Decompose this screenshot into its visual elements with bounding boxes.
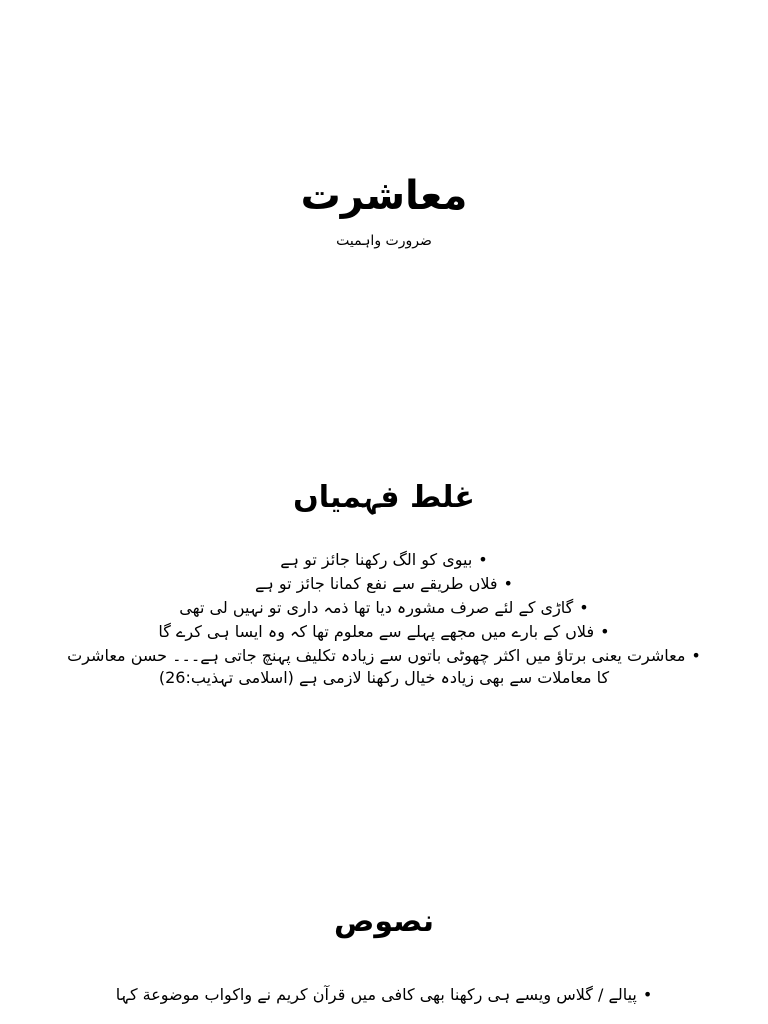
- list-item-text: گاڑی کے لئے صرف مشورہ دیا تھا ذمہ داری تو نہیں لی تھی: [179, 598, 574, 617]
- bullet-icon: •: [600, 622, 610, 641]
- list-item-text: بیوی کو الگ رکھنا جائز تو ہے: [280, 550, 473, 569]
- list-item: [60, 645, 708, 689]
- list-item: [60, 621, 708, 643]
- list-item-text: معاشرت یعنی برتاؤ میں اکثر چھوٹی باتوں سے زیادہ تکلیف پہنچ جاتی ہے۔۔۔ حسن معاشرت کا معاملات سے بھی زیادہ خیال رکھنا لازمی ہے (اسلامی تہذیب:26): [67, 646, 686, 687]
- list-item-text: فلاں کے بارے میں مجھے پہلے سے معلوم تھا کہ وہ ایسا ہی کرے گا: [158, 622, 595, 641]
- list-item-text: پیالے / گلاس ویسے ہی رکھنا بھی کافی میں قرآن کریم نے واکواب موضوعة کہا: [115, 985, 637, 1004]
- list-item: [60, 549, 708, 571]
- list-item: [60, 597, 708, 619]
- bullet-icon: •: [642, 985, 653, 1004]
- list-item-text: فلاں طریقے سے نفع کمانا جائز تو ہے: [255, 574, 498, 593]
- misconceptions-list: [60, 549, 708, 691]
- bullet-icon: •: [579, 598, 589, 617]
- list-item: [60, 573, 708, 595]
- document-title: معاشرت: [300, 173, 468, 219]
- bullet-icon: •: [478, 550, 488, 569]
- document-subtitle: ضرورت واہمیت: [336, 233, 432, 249]
- section-heading-texts: نصوص: [334, 904, 434, 939]
- section-heading-misconceptions: غلط فہمیاں: [293, 480, 475, 515]
- list-item: [60, 984, 708, 1006]
- texts-list: [60, 984, 708, 1008]
- bullet-icon: •: [691, 646, 701, 665]
- bullet-icon: •: [503, 574, 513, 593]
